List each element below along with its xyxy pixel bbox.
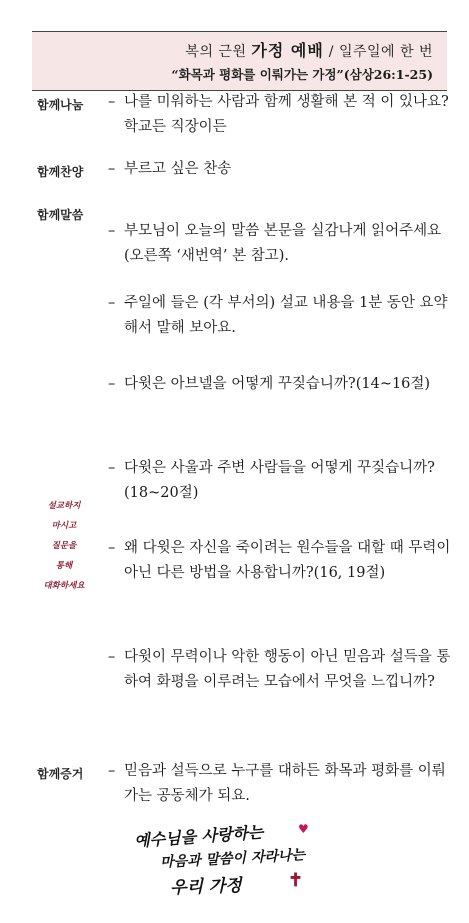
item-text: 부모님이 오늘의 말씀 본문을 실감나게 읽어주세요(오른쪽 ‘새번역’ 본 참고). [124, 223, 442, 264]
header-title-line [185, 38, 433, 61]
cross-icon: ✝ [288, 870, 304, 891]
item-text: 다윗은 아브넬을 어떻게 꾸짖습니까?(14~16절) [124, 376, 431, 392]
calligraphy-line: 예수님을 사랑하는 [133, 822, 264, 851]
header-prefix: 복의 근원 [185, 44, 247, 60]
witness-item [108, 759, 454, 809]
header-suffix: / 일주일에 한 번 [328, 44, 433, 60]
side-note-line: 질문을 [51, 541, 77, 551]
header-title: 가정 예배 [251, 41, 324, 60]
item-text: 다윗이 무력이나 악한 행동이 아닌 믿음과 설득을 통하여 화평을 이루려는 모습에서 무엇을 느낍니까? [124, 649, 451, 690]
word-item [108, 291, 454, 341]
side-note-line: 대화하세요 [43, 581, 85, 591]
header-subtitle: “화목과 평화를 이뤄가는 가정”(삼상26:1-25) [171, 67, 433, 82]
calligraphy-footer [120, 820, 360, 898]
side-note-line: 마시고 [51, 521, 77, 531]
section-label-praise: 함께찬양 [37, 165, 84, 179]
dash-mark: – [108, 540, 116, 556]
word-item [108, 372, 454, 397]
dash-mark: – [108, 94, 116, 110]
dash-mark: – [108, 376, 116, 392]
item-text: 주일에 들은 (각 부서의) 설교 내용을 1분 동안 요약해서 말해 보아요. [124, 295, 448, 336]
item-text: 나를 미워하는 사람과 함께 생활해 본 적 이 있나요? 학교든 직장이든 [124, 94, 449, 135]
header-banner [32, 31, 447, 91]
item-text: 믿음과 설득으로 누구를 대하든 화목과 평화를 이뤄가는 공동체가 되요. [124, 763, 446, 804]
calligraphy-line: 우리 가정 [169, 875, 243, 899]
section-label-sharing: 함께나눔 [37, 98, 84, 112]
word-item [108, 536, 454, 586]
side-note-line: 설교하지 [47, 501, 81, 511]
dash-mark: – [108, 460, 116, 476]
item-text: 부르고 싶은 찬송 [124, 161, 232, 177]
word-item [108, 219, 454, 269]
dash-mark: – [108, 649, 116, 665]
sharing-item [108, 90, 454, 140]
word-item [108, 645, 454, 695]
heart-icon: ♥ [298, 822, 309, 836]
item-text: 왜 다윗은 자신을 죽이려는 원수들을 대할 때 무력이 아닌 다른 방법을 사용합니까?(16, 19절) [124, 540, 451, 581]
section-label-word: 함께말씀 [37, 208, 84, 222]
dash-mark: – [108, 295, 116, 311]
word-item [108, 456, 454, 506]
dash-mark: – [108, 223, 116, 239]
dash-mark: – [108, 161, 116, 177]
section-label-witness: 함께증거 [37, 767, 84, 781]
item-text: 다윗은 사울과 주변 사람들을 어떻게 꾸짖습니까?(18~20절) [124, 460, 435, 501]
dash-mark: – [108, 763, 116, 779]
calligraphy-line: 마음과 말씀이 자라나는 [159, 847, 306, 871]
side-note-line: 통해 [55, 561, 73, 571]
side-note [24, 496, 104, 596]
praise-item [108, 157, 454, 182]
